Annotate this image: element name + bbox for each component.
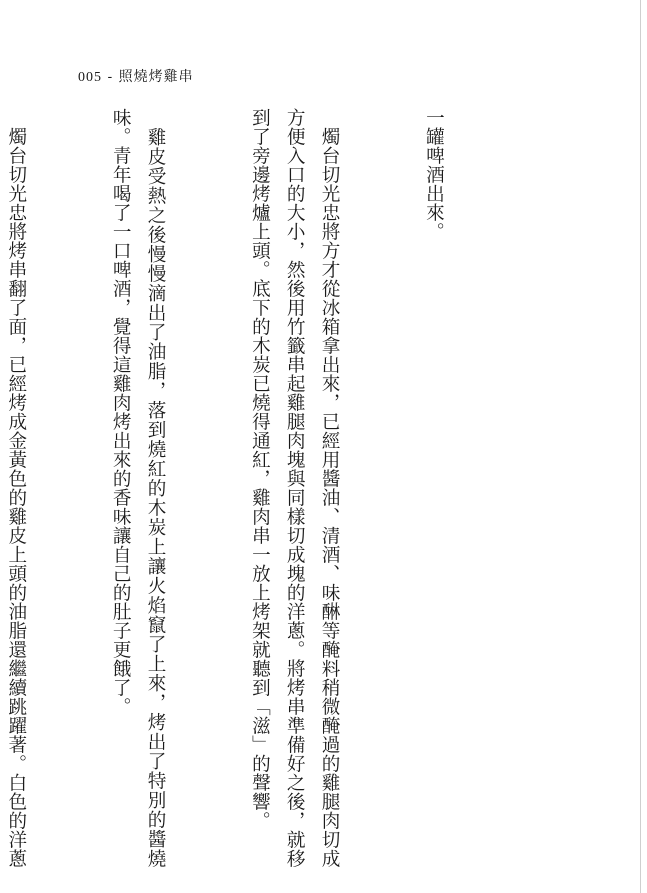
page-number: 005 [78, 70, 102, 85]
paragraph: 一罐啤酒出來。 [423, 108, 445, 241]
paragraph: 雞皮受熱之後慢慢滴出了油脂，落到燒紅的木炭上讓火焰竄了上來，烤出了特別的醬燒味。青年喝了一口啤酒，覺得這雞肉烤出來的香味讓自己的肚子更餓了。 [110, 108, 167, 868]
running-header [78, 66, 194, 86]
paragraph: 燭台切光忠將烤串翻了面，已經烤成金黃色的雞皮上頭的油脂還繼續跳躍著。白色的洋蔥 [5, 126, 27, 868]
header-separator: - [102, 69, 119, 85]
vertical-body-text [5, 108, 520, 868]
page-edge-line [640, 0, 641, 893]
paragraph: 燭台切光忠將方才從冰箱拿出來，已經用醬油、清酒、味醂等醃料稍微醃過的雞腿肉切成方便入口的大小，然後用竹籤串起雞腿肉塊與同樣切成塊的洋蔥。將烤串準備好之後，就移到了旁邊烤爐上頭。底下的木炭已燒得通紅，雞肉串一放上烤架就聽到「滋」的聲響。 [249, 108, 341, 868]
chapter-title: 照燒烤雞串 [118, 69, 194, 85]
